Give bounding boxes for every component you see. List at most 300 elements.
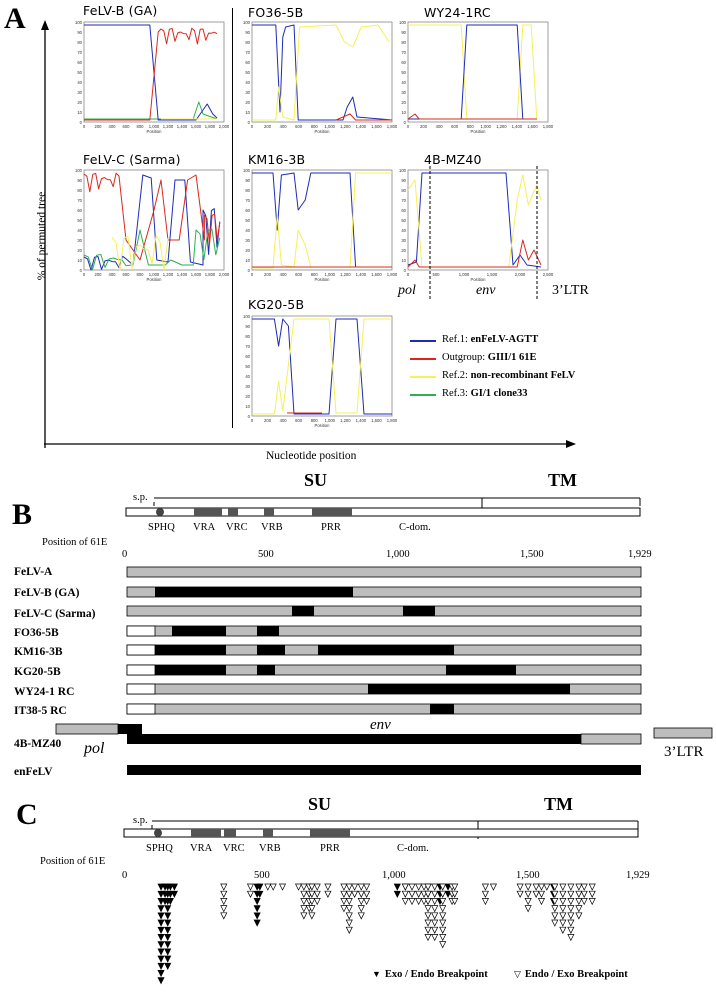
endo-exo-breakpoint <box>309 913 315 919</box>
plot-title-felv-c: FeLV-C (Sarma) <box>83 152 181 167</box>
x-tick-label: 600 <box>451 124 459 129</box>
endo-exo-breakpoint <box>432 927 438 933</box>
legend-prefix: Ref.3: <box>442 388 471 399</box>
endo-exo-breakpoint <box>425 891 431 897</box>
x-tick-label: 600 <box>295 418 303 423</box>
y-tick-label: 50 <box>401 218 406 223</box>
endo-exo-breakpoint <box>416 898 422 904</box>
x-tick-label: 200 <box>94 272 102 277</box>
legend-swatch <box>410 358 436 360</box>
endo-exo-breakpoint <box>552 906 558 912</box>
endo-exo-breakpoint <box>589 884 595 890</box>
domain-sphq: SPHQ <box>148 522 175 533</box>
x-tick-label: 200 <box>420 124 428 129</box>
endo-exo-breakpoint <box>538 884 544 890</box>
c-domain-sphq: SPHQ <box>146 843 173 854</box>
endo-exo-breakpoint <box>482 884 488 890</box>
endo-exo-breakpoint <box>440 913 446 919</box>
x-tick-label: 1,800 <box>204 124 216 129</box>
endo-exo-breakpoint <box>576 891 582 897</box>
y-tick-label: 90 <box>245 178 250 183</box>
y-tick-label: 70 <box>245 344 250 349</box>
endo-exo-breakpoint <box>402 898 408 904</box>
y-tick-label: 100 <box>75 168 82 173</box>
row-label-enfelv: enFeLV <box>14 766 53 778</box>
c-tick-500: 500 <box>254 870 270 881</box>
exo-endo-breakpoint <box>394 891 400 897</box>
x-tick-label: 400 <box>435 124 443 129</box>
x-axis-label: Position <box>470 277 486 282</box>
x-tick-label: 1,200 <box>340 124 351 129</box>
exo-endo-breakpoint <box>158 913 164 919</box>
endo-exo-breakpoint <box>576 913 582 919</box>
domain-vra: VRA <box>193 522 216 533</box>
tick-1500: 1,500 <box>520 549 544 560</box>
y-tick-label: 40 <box>401 228 406 233</box>
x-tick-label: 600 <box>122 124 130 129</box>
exo-endo-breakpoint <box>171 891 177 897</box>
endo-exo-breakpoint <box>517 891 523 897</box>
endo-exo-breakpoint <box>346 884 352 890</box>
b-ltr-label: 3’LTR <box>664 744 704 760</box>
endo-exo-breakpoint <box>440 934 446 940</box>
endo-exo-breakpoint <box>552 920 558 926</box>
domain-vrb: VRB <box>261 522 283 533</box>
y-tick-label: 100 <box>399 20 406 25</box>
y-tick-label: 50 <box>77 70 82 75</box>
y-tick-label: 30 <box>77 90 82 95</box>
domain-cdom: C-dom. <box>399 522 431 533</box>
y-tick-label: 0 <box>403 268 406 273</box>
c-signal-peptide-label: s.p. <box>133 815 148 826</box>
endo-exo-breakpoint <box>402 891 408 897</box>
position-label: Position of 61E <box>42 537 108 548</box>
c-tick-0: 0 <box>122 870 128 881</box>
recombination-plot-km16 <box>236 166 396 288</box>
x-tick-label: 1,200 <box>162 124 174 129</box>
endo-exo-breakpoint <box>416 891 422 897</box>
endo-exo-breakpoint <box>568 891 574 897</box>
y-tick-label: 30 <box>401 238 406 243</box>
exo-endo-breakpoint <box>158 942 164 948</box>
y-tick-label: 10 <box>245 404 250 409</box>
y-tick-label: 80 <box>77 188 82 193</box>
y-tick-label: 80 <box>245 334 250 339</box>
endo-exo-breakpoint <box>432 906 438 912</box>
domain-prr: PRR <box>321 522 341 533</box>
exo-endo-breakpoint <box>165 942 171 948</box>
c-tick-1000: 1,000 <box>382 870 406 881</box>
endo-exo-breakpoint <box>341 898 347 904</box>
endo-exo-breakpoint <box>301 891 307 897</box>
c-tm-label: TM <box>544 794 573 814</box>
exo-endo-breakpoint <box>165 956 171 962</box>
x-tick-label: 1,600 <box>190 124 202 129</box>
x-tick-label: 200 <box>94 124 102 129</box>
x-tick-label: 400 <box>108 124 116 129</box>
x-tick-label: 800 <box>466 124 474 129</box>
endo-exo-breakpoint <box>409 891 415 897</box>
endo-exo-breakpoint <box>346 920 352 926</box>
endo-exo-breakpoint <box>525 906 531 912</box>
y-tick-label: 60 <box>401 60 406 65</box>
x-tick-label: 200 <box>264 272 272 277</box>
endo-exo-breakpoint <box>301 884 307 890</box>
y-tick-label: 40 <box>77 80 82 85</box>
endo-exo-breakpoint <box>425 906 431 912</box>
legend-prefix: Ref.1: <box>442 334 471 345</box>
legend-name: non-recombinant FeLV <box>470 370 576 381</box>
c-domain-vra: VRA <box>190 843 213 854</box>
endo-exo-breakpoint <box>425 920 431 926</box>
endo-exo-breakpoint <box>533 884 539 890</box>
y-tick-label: 20 <box>77 100 82 105</box>
y-tick-label: 90 <box>245 30 250 35</box>
plot-title-4bmz40: 4B-MZ40 <box>424 152 482 167</box>
region-ltr-label: 3’LTR <box>552 283 589 298</box>
x-tick-label: 0 <box>82 272 86 277</box>
row-label-felv-c: FeLV-C (Sarma) <box>14 608 96 620</box>
panel-c-letter: C <box>16 798 38 831</box>
endo-exo-breakpoint <box>568 920 574 926</box>
y-tick-label: 60 <box>245 208 250 213</box>
endo-exo-breakpoint <box>270 884 276 890</box>
x-tick-label: 1,400 <box>355 124 367 129</box>
x-tick-label: 1,200 <box>162 272 174 277</box>
y-tick-label: 50 <box>245 218 250 223</box>
endo-exo-breakpoint <box>425 934 431 940</box>
exo-endo-breakpoint <box>158 920 164 926</box>
y-tick-label: 0 <box>247 120 250 125</box>
exo-endo-breakpoint <box>171 884 177 890</box>
endo-exo-breakpoint <box>560 898 566 904</box>
endo-exo-breakpoint <box>589 898 595 904</box>
endo-exo-breakpoint <box>544 884 550 890</box>
panel-a-separator <box>232 8 233 428</box>
exo-endo-breakpoint <box>254 913 260 919</box>
endo-exo-breakpoint <box>247 891 253 897</box>
x-axis-label: Position <box>146 129 162 134</box>
x-tick-label: 1,000 <box>480 124 492 129</box>
y-tick-label: 0 <box>247 268 250 273</box>
endo-exo-breakpoint <box>560 913 566 919</box>
endo-exo-breakpoint <box>533 891 539 897</box>
y-tick-label: 90 <box>245 324 250 329</box>
y-tick-label: 30 <box>245 384 250 389</box>
endo-exo-breakpoint <box>432 920 438 926</box>
x-tick-label: 1,200 <box>496 124 507 129</box>
tick-1000: 1,000 <box>386 549 410 560</box>
endo-exo-breakpoint <box>576 906 582 912</box>
exo-endo-breakpoint <box>165 927 171 933</box>
c-domain-prr: PRR <box>320 843 340 854</box>
recombination-plot-felv-b <box>68 18 228 140</box>
y-tick-label: 60 <box>401 208 406 213</box>
exo-endo-breakpoint <box>165 963 171 969</box>
panel-a-letter: A <box>4 2 26 35</box>
plot-title-felv-b: FeLV-B (GA) <box>83 3 158 18</box>
x-tick-label: 1,800 <box>204 272 216 277</box>
exo-endo-breakpoint <box>158 934 164 940</box>
endo-exo-breakpoint <box>568 934 574 940</box>
su-label: SU <box>304 470 328 490</box>
y-tick-label: 100 <box>243 20 250 25</box>
exo-endo-breakpoint <box>394 884 400 890</box>
x-tick-label: 400 <box>279 272 287 277</box>
endo-exo-breakpoint <box>568 927 574 933</box>
endo-exo-breakpoint <box>341 906 347 912</box>
endo-exo-breakpoint <box>560 920 566 926</box>
y-tick-label: 50 <box>245 70 250 75</box>
endo-exo-breakpoint <box>490 884 496 890</box>
y-tick-label: 80 <box>245 188 250 193</box>
x-tick-label: 2,000 <box>218 272 230 277</box>
y-tick-label: 10 <box>77 110 82 115</box>
endo-exo-breakpoint <box>314 884 320 890</box>
filled-triangle-icon: ▼ <box>372 969 381 979</box>
row-label-wy24: WY24-1 RC <box>14 686 75 698</box>
exo-endo-breakpoint <box>254 898 260 904</box>
x-tick-label: 200 <box>264 418 272 423</box>
panel-a-x-label: Nucleotide position <box>266 450 357 462</box>
endo-exo-breakpoint <box>568 913 574 919</box>
x-tick-label: 800 <box>136 124 144 129</box>
x-tick-label: 1,400 <box>511 124 523 129</box>
panel-b-domain-map <box>120 494 650 524</box>
x-tick-label: 1,200 <box>340 272 351 277</box>
legend-name: GI/1 clone33 <box>470 388 528 399</box>
endo-exo-breakpoint <box>482 891 488 897</box>
y-tick-label: 60 <box>77 60 82 65</box>
y-tick-label: 100 <box>243 168 250 173</box>
endo-exo-breakpoint <box>425 898 431 904</box>
x-tick-label: 200 <box>264 124 272 129</box>
legend-swatch <box>410 376 436 378</box>
x-tick-label: 0 <box>82 124 86 129</box>
x-tick-label: 1,500 <box>486 272 498 277</box>
x-axis-label: Position <box>146 277 162 282</box>
endo-exo-breakpoint <box>538 898 544 904</box>
c-su-label: SU <box>308 794 332 814</box>
y-tick-label: 80 <box>401 188 406 193</box>
x-tick-label: 1,000 <box>324 418 336 423</box>
endo-exo-breakpoint <box>280 884 286 890</box>
endo-exo-breakpoint <box>358 913 364 919</box>
plot-frame <box>252 316 392 416</box>
plot-title-fo36: FO36-5B <box>248 5 304 20</box>
x-tick-label: 0 <box>406 124 410 129</box>
x-tick-label: 400 <box>279 124 287 129</box>
row-label-fo36: FO36-5B <box>14 627 59 639</box>
y-tick-label: 30 <box>245 90 250 95</box>
x-tick-label: 1,400 <box>176 124 188 129</box>
y-tick-label: 90 <box>77 30 82 35</box>
x-tick-label: 1,000 <box>324 272 336 277</box>
y-tick-label: 40 <box>245 228 250 233</box>
y-tick-label: 30 <box>245 238 250 243</box>
x-tick-label: 2,000 <box>514 272 526 277</box>
x-tick-label: 600 <box>122 272 130 277</box>
row-label-km16: KM16-3B <box>14 646 63 658</box>
endo-exo-breakpoint <box>346 891 352 897</box>
legend-prefix: Ref.2: <box>442 370 471 381</box>
endo-exo-breakpoint <box>325 891 331 897</box>
x-tick-label: 500 <box>432 272 440 277</box>
plot-frame <box>408 22 548 122</box>
endo-exo-breakpoint <box>221 913 227 919</box>
y-tick-label: 50 <box>77 218 82 223</box>
c-position-label: Position of 61E <box>40 856 106 867</box>
endo-exo-breakpoint <box>581 891 587 897</box>
endo-exo-breakpoint <box>517 884 523 890</box>
endo-exo-breakpoint <box>301 898 307 904</box>
y-tick-label: 40 <box>245 80 250 85</box>
exo-endo-breakpoint <box>165 934 171 940</box>
legend-swatch <box>410 340 436 342</box>
exo-endo-breakpoint <box>165 913 171 919</box>
exo-endo-breakpoint <box>158 956 164 962</box>
open-triangle-icon: ▽ <box>514 969 521 979</box>
endo-exo-breakpoint <box>525 898 531 904</box>
endo-exo-breakpoint <box>358 891 364 897</box>
endo-exo-breakpoint <box>221 884 227 890</box>
row-label-felv-a: FeLV-A <box>14 566 53 578</box>
x-tick-label: 2,500 <box>542 272 554 277</box>
y-tick-label: 40 <box>77 228 82 233</box>
endo-exo-breakpoint <box>568 898 574 904</box>
y-tick-label: 90 <box>77 178 82 183</box>
recombination-plot-fo36 <box>236 18 396 140</box>
c-tick-1929: 1,929 <box>626 870 650 881</box>
endo-exo-breakpoint <box>352 891 358 897</box>
endo-exo-breakpoint <box>221 898 227 904</box>
endo-exo-breakpoint <box>538 891 544 897</box>
y-tick-label: 50 <box>401 70 406 75</box>
c-domain-vrb: VRB <box>259 843 281 854</box>
tick-0: 0 <box>122 549 128 560</box>
endo-exo-breakpoint <box>576 884 582 890</box>
y-tick-label: 10 <box>401 110 406 115</box>
y-tick-label: 70 <box>245 50 250 55</box>
endo-exo-breakpoint <box>416 884 422 890</box>
recombination-plot-felv-c <box>68 166 228 288</box>
y-tick-label: 80 <box>401 40 406 45</box>
endo-exo-breakpoint <box>301 906 307 912</box>
y-tick-label: 20 <box>245 248 250 253</box>
x-tick-label: 1,200 <box>340 418 351 423</box>
y-tick-label: 80 <box>77 40 82 45</box>
legend-name: enFeLV-AGTT <box>470 334 539 345</box>
endo-exo-breakpoint <box>425 913 431 919</box>
x-tick-label: 400 <box>279 418 287 423</box>
exo-endo-breakpoint <box>254 906 260 912</box>
endo-exo-breakpoint <box>432 934 438 940</box>
x-tick-label: 1,400 <box>176 272 188 277</box>
exo-endo-breakpoint <box>165 906 171 912</box>
endo-exo-breakpoint <box>364 891 370 897</box>
row-label-4bmz40: 4B-MZ40 <box>14 738 62 750</box>
x-tick-label: 1,000 <box>148 272 160 277</box>
region-pol-label: pol <box>398 283 416 298</box>
b-env-label: env <box>370 717 391 733</box>
c-domain-cdom: C-dom. <box>397 843 429 854</box>
endo-exo-breakpoint <box>341 891 347 897</box>
endo-exo-breakpoint <box>432 913 438 919</box>
c-tick-1500: 1,500 <box>516 870 540 881</box>
x-tick-label: 0 <box>250 272 254 277</box>
x-axis-label: Position <box>470 129 486 134</box>
tm-label: TM <box>548 470 577 490</box>
x-tick-label: 1,800 <box>542 124 554 129</box>
y-tick-label: 60 <box>245 354 250 359</box>
y-tick-label: 10 <box>77 258 82 263</box>
row-label-felv-b: FeLV-B (GA) <box>14 587 80 599</box>
y-tick-label: 100 <box>399 168 406 173</box>
x-tick-label: 0 <box>406 272 410 277</box>
x-axis-label: Position <box>314 129 330 134</box>
x-tick-label: 800 <box>310 124 318 129</box>
endo-exo-breakpoint <box>409 898 415 904</box>
x-tick-label: 1,600 <box>190 272 202 277</box>
endo-exo-breakpoint <box>581 884 587 890</box>
legend-exo-endo <box>372 964 488 982</box>
y-tick-label: 60 <box>77 208 82 213</box>
c-domain-vrc: VRC <box>223 843 245 854</box>
plot-title-kg20: KG20-5B <box>248 297 305 312</box>
y-tick-label: 80 <box>245 40 250 45</box>
endo-exo-breakpoint <box>346 927 352 933</box>
region-divider-lines <box>424 166 544 301</box>
recombination-plot-kg20 <box>236 312 396 434</box>
x-tick-label: 800 <box>310 272 318 277</box>
endo-exo-breakpoint <box>482 898 488 904</box>
x-axis-label: Position <box>314 423 330 428</box>
endo-exo-breakpoint <box>364 884 370 890</box>
plot-frame <box>252 22 392 122</box>
y-tick-label: 100 <box>243 314 250 319</box>
legend-endo-exo-label: Endo / Exo Breakpoint <box>524 969 628 980</box>
endo-exo-breakpoint <box>432 898 438 904</box>
endo-exo-breakpoint <box>341 884 347 890</box>
y-tick-label: 20 <box>401 100 406 105</box>
x-tick-label: 1,800 <box>386 124 398 129</box>
plot-frame <box>252 170 392 270</box>
b-pol-label: pol <box>84 740 105 757</box>
panel-b-letter: B <box>12 498 33 531</box>
y-tick-label: 0 <box>247 414 250 419</box>
endo-exo-breakpoint <box>425 927 431 933</box>
endo-exo-breakpoint <box>402 884 408 890</box>
endo-exo-breakpoint <box>560 891 566 897</box>
exo-endo-breakpoint <box>158 970 164 976</box>
endo-exo-breakpoint <box>358 884 364 890</box>
y-tick-label: 0 <box>403 120 406 125</box>
plot-title-km16: KM16-3B <box>248 152 306 167</box>
y-tick-label: 70 <box>245 198 250 203</box>
tick-1929: 1,929 <box>628 549 652 560</box>
endo-exo-breakpoint <box>440 906 446 912</box>
endo-exo-breakpoint <box>560 906 566 912</box>
exo-endo-breakpoint <box>158 963 164 969</box>
y-tick-label: 20 <box>77 248 82 253</box>
endo-exo-breakpoint <box>440 942 446 948</box>
endo-exo-breakpoint <box>221 891 227 897</box>
x-tick-label: 1,000 <box>324 124 336 129</box>
panel-a-x-arrow <box>44 438 576 450</box>
x-tick-label: 2,000 <box>218 124 230 129</box>
endo-exo-breakpoint <box>525 891 531 897</box>
panel-a-y-label: % of permuted tree <box>36 191 48 281</box>
